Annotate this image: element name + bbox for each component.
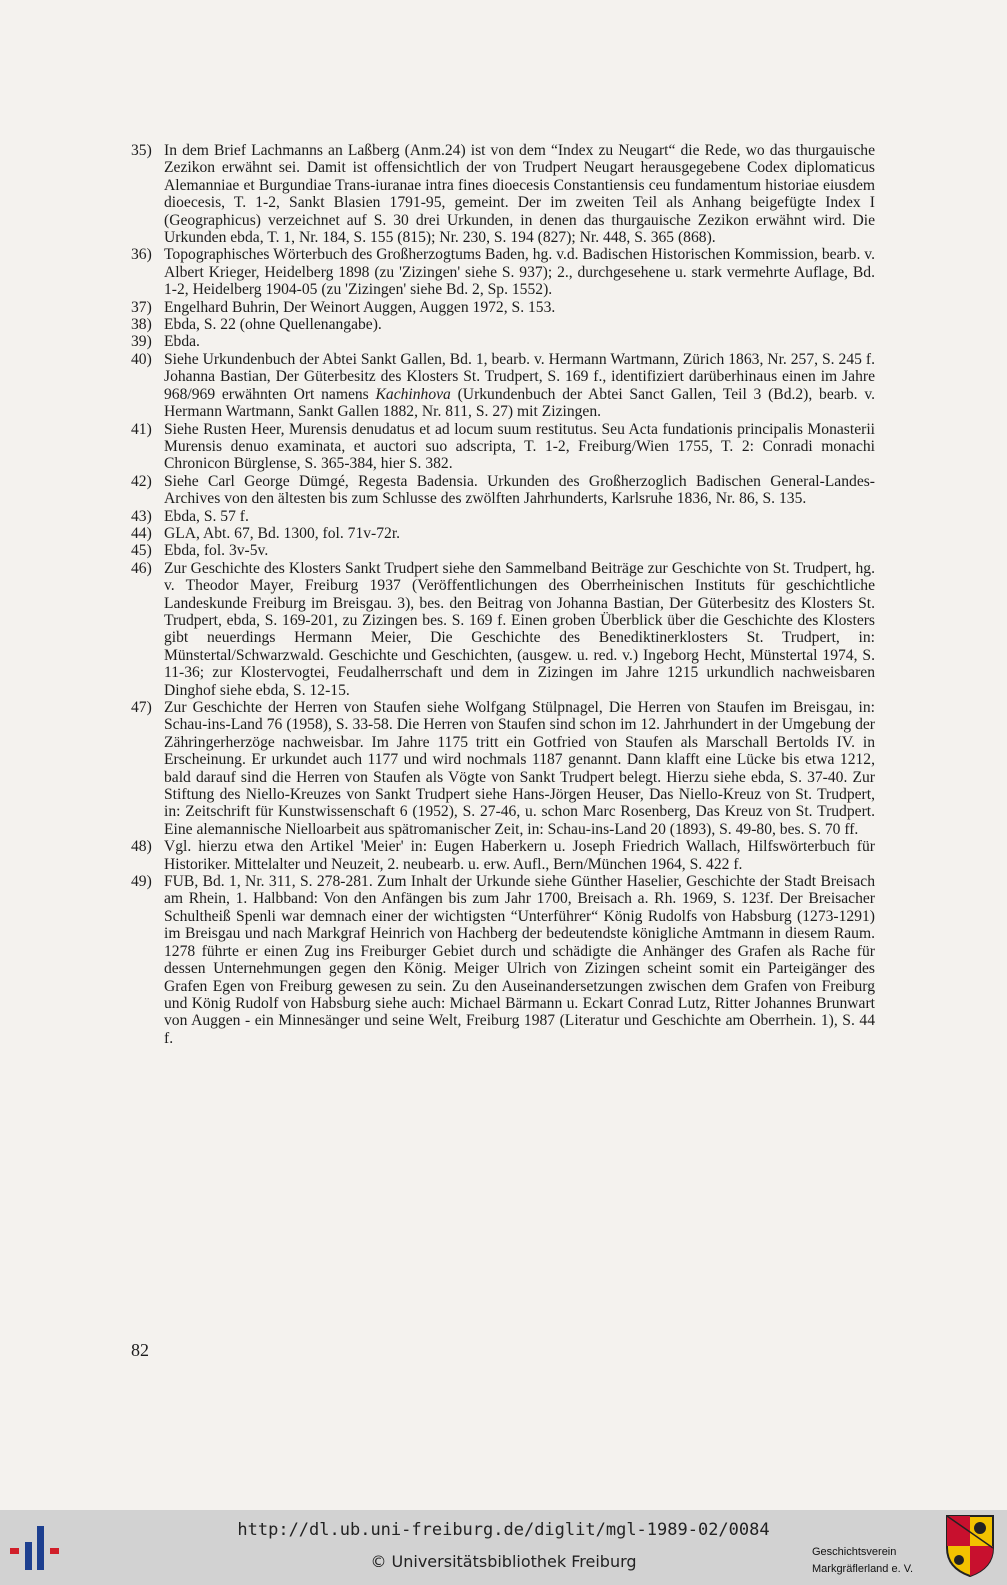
society-name-line: Markgräflerland e. V. — [812, 1563, 914, 1575]
footnote-44 — [131, 525, 875, 542]
footnote-number: 43) — [131, 507, 152, 525]
footnote-number: 37) — [131, 298, 152, 316]
footnote-number: 38) — [131, 316, 152, 334]
footnote-36 — [131, 246, 875, 298]
footnote-text: (Urkundenbuch der Abtei Sanct Gallen, Teil 3 (Bd.2), bearb. v. Hermann Wartmann, Sankt Gallen 1882, Nr. 811, S. 27) mit Zizingen. — [164, 385, 875, 421]
footnote-41 — [131, 421, 875, 473]
copyright-text: © Universitätsbibliothek Freiburg — [370, 1552, 637, 1571]
footnote-text: Siehe Urkundenbuch der Abtei Sankt Gallen, Bd. 1, bearb. v. Hermann Wartmann, Zürich 1863, Nr. 257, S. 245 f. Johanna Bastian, Der Güterbesitz des Klosters St. Trudpert, S. 169 f., identifiziert darüberhinaus einen im Jahre 968/969 erwähnten Ort namens — [164, 350, 875, 403]
footnote-number: 44) — [131, 524, 152, 542]
footnote-number: 36) — [131, 246, 152, 264]
footnote-number: 49) — [131, 873, 152, 891]
footnote-text: Topographisches Wörterbuch des Großherzogtums Baden, hg. v.d. Badischen Historischen Kommission, bearb. v. Albert Krieger, Heidelberg 1898 (zu 'Zizingen' siehe S. 937); 2., durchgesehene u. stark vermehrte Auflage, Bd. 1-2, Heidelberg 1904-05 (zu 'Zizingen' siehe Bd. 2, Sp. 1552). — [164, 246, 875, 299]
footnote-35 — [131, 142, 875, 246]
footnote-text: Siehe Rusten Heer, Murensis denudatus et ad locum suum restitutus. Seu Acta fundationis principalis Monasterii Murensis denuo examinata, et auctori suo adscripta, T. 1-2, Freiburg/Wien 1755, T. 2: Conradi monachi Chronicon Bürglense, S. 365-384, hier S. 382. — [164, 420, 875, 473]
footnote-text: Zur Geschichte der Herren von Staufen siehe Wolfgang Stülpnagel, Die Herren von Staufen im Breisgau, in: Schau-ins-Land 76 (1958), S. 33-58. Die Herren von Staufen sind schon im 12. Jahrhundert in der Umgebung der Zähringerherzöge nachweisbar. Im Jahre 1175 tritt ein Gotfried von Staufen als Marschall Bertolds IV. in Erscheinung. Er urkundet auch 1177 und wird nochmals 1187 genannt. Dann klafft eine Lücke bis etwa 1212, bald darauf sind die Herren von Staufen als Vögte von Sankt Trudpert belegt. Hierzu siehe ebda, S. 37-40. Zur Stiftung des Niello-Kreuzes von Sankt Trudpert siehe Hans-Jörgen Heuser, Das Niello-Kreuz von St. Trudpert, in: Zeitschrift für Kunstwissenschaft 6 (1952), S. 27-46, u. schon Marc Rosenberg, Das Kreuz von St. Trudpert. Eine alemannische Nielloarbeit aus spätromanischer Zeit, in: Schau-ins-Land 20 (1893), S. 49-80, bes. S. 70 ff. — [164, 699, 875, 838]
footnote-45 — [131, 542, 875, 559]
footnote-number: 40) — [131, 350, 152, 368]
footnote-number: 47) — [131, 699, 152, 716]
footnote-text: Ebda, S. 57 f. — [164, 507, 249, 525]
footnote-40 — [131, 351, 875, 421]
footnote-number: 42) — [131, 472, 152, 490]
page-number: 82 — [131, 1340, 149, 1360]
footnote-text: Zur Geschichte des Klosters Sankt Trudpert siehe den Sammelband Beiträge zur Geschichte von St. Trudpert, hg. v. Theodor Mayer, Freiburg 1937 (Veröffentlichungen des Oberrheinischen Instituts für geschichtliche Landeskunde Freiburg im Breisgau. 3), bes. den Beitrag von Johanna Bastian, Der Güterbesitz des Klosters St. Trudpert, ebda, S. 169-201, zu Zizingen bes. S. 169 f. Einen groben Überblick über die Geschichte des Klosters gibt neuerdings Hermann Meier, Die Geschichte des Benediktinerklosters St. Trudpert, in: Münstertal/Schwarzwald. Geschichte und Geschichten, (ausgew. u. red. v.) Ingeborg Hecht, Münstertal 1974, S. 11-36; zur Klostervogtei, Feudalherrschaft und dem in Zizingen im Jahre 1215 urkundlich nachweisbaren Dinghof siehe ebda, S. 12-15. — [164, 559, 875, 699]
footnote-text: FUB, Bd. 1, Nr. 311, S. 278-281. Zum Inhalt der Urkunde siehe Günther Haselier, Geschichte der Stadt Breisach am Rhein, 1. Halbband: Von den Anfängen bis zum Jahr 1700, Breisach a. Rh. 1969, S. 123f. Der Breisacher Schultheiß Spenli war demnach einer der wichtigsten “Unterführer“ König Rudolfs von Habsburg (1273-1291) im Breisgau und nach Markgraf Heinrich von Hachberg der bedeutendste königliche Amtmann in diesem Raum. 1278 führte er einen Zug ins Freiburger Gebiet durch und schädigte die Anhänger des Grafen als Rache für dessen Unternehmungen gegen den König. Meiger Ulrich von Zizingen scheint somit ein Parteigänger des Grafen Egen von Freiburg gewesen zu sein. Zu den Auseinandersetzungen zwischen dem Grafen von Freiburg und König Rudolf von Habsburg siehe auch: Michael Bärmann u. Eckart Conrad Lutz, Ritter Johannes Brunwart von Auggen - ein Minnesänger und seine Welt, Freiburg 1987 (Literatur und Geschichte am Oberrhein. 1), S. 44 f. — [164, 873, 875, 1047]
coat-of-arms-icon — [945, 1514, 995, 1578]
footnote-text: Ebda. — [164, 333, 200, 351]
footnote-number: 39) — [131, 333, 152, 351]
footnote-text: Siehe Carl George Dümgé, Regesta Badensia. Urkunden des Großherzoglich Badischen General-Landes-Archives von den ältesten bis zum Schlusse des zwölften Jahrhunderts, Karlsruhe 1836, Nr. 86, S. 135. — [164, 472, 875, 508]
footnote-37 — [131, 299, 875, 316]
footnote-42 — [131, 473, 875, 508]
footnote-48 — [131, 838, 875, 873]
footnote-38 — [131, 316, 875, 333]
footnote-46 — [131, 560, 875, 699]
footnote-number: 41) — [131, 420, 152, 438]
footnote-number: 35) — [131, 142, 152, 159]
footnote-49 — [131, 873, 875, 1047]
footnote-number: 45) — [131, 542, 152, 560]
footnote-number: 46) — [131, 559, 152, 577]
footer-bar — [0, 1510, 1007, 1585]
footnote-text: In dem Brief Lachmanns an Laßberg (Anm.24) ist von dem “Index zu Neugart“ die Rede, wo das thurgauische Zezikon erwähnt sei. Damit ist offensichtlich der von Trudpert Neugart herausgegebene Codex diplomaticus Alemanniae et Burgundiae Trans-iuranae intra fines dioecesis Constantiensis ceu fundamentum historiae eiusdem dioecesis, T. 1-2, Sankt Blasien 1791-95, gemeint. Der im zweiten Teil als Anhang beigefügte Index I (Geographicus) verzeichnet auf S. 30 drei Urkunden, in denen das thurgauische Zezikon erwähnt wird. Die Urkunden ebda, T. 1, Nr. 184, S. 155 (815); Nr. 230, S. 194 (827); Nr. 448, S. 365 (868). — [164, 142, 875, 247]
footnote-text: Vgl. hierzu etwa den Artikel 'Meier' in: Eugen Haberkern u. Joseph Friedrich Wallach, Hilfswörterbuch für Historiker. Mittelalter und Neuzeit, 2. neubearb. u. erw. Aufl., Bern/München 1964, S. 422 f. — [164, 838, 875, 873]
footnotes-list — [131, 142, 875, 1047]
footnote-italic-place-name: Kachinhova — [375, 385, 451, 403]
footnote-text: GLA, Abt. 67, Bd. 1300, fol. 71v-72r. — [164, 524, 401, 542]
footnote-39 — [131, 333, 875, 350]
society-name-line: Geschichtsverein — [812, 1546, 897, 1558]
footnote-text: Engelhard Buhrin, Der Weinort Auggen, Auggen 1972, S. 153. — [164, 298, 556, 316]
footnote-47 — [131, 699, 875, 838]
society-name — [812, 1544, 913, 1578]
document-url-link[interactable]: http://dl.ub.uni-freiburg.de/diglit/mgl-1989-02/0084 — [237, 1520, 770, 1540]
footnote-number: 48) — [131, 838, 152, 856]
footnote-43 — [131, 508, 875, 525]
footnote-text: Ebda, fol. 3v-5v. — [164, 542, 269, 560]
footnote-text: Ebda, S. 22 (ohne Quellenangabe). — [164, 316, 382, 334]
